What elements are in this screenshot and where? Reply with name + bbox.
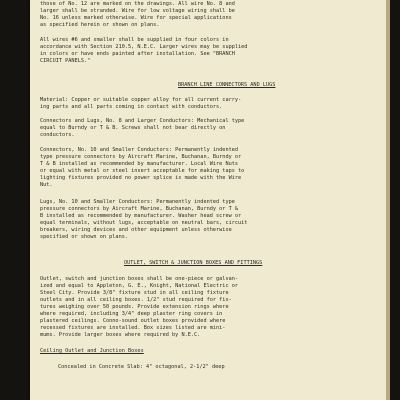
text-line: Steel City. Provide 3/8" fixture stud in all ceiling fixture: [40, 290, 229, 296]
subheading-ceiling-boxes: Ceiling Outlet and Junction Boxes: [40, 348, 144, 354]
text-line: pressure connectors by Aircraft Marine, Buchanan, Burndy or T &: [40, 206, 239, 212]
text-line: lighting fixtures provided no power splice is made with the Wire: [40, 175, 242, 181]
text-line: plastered ceilings. Conno-sound outlet boxes provided where: [40, 318, 226, 324]
text-line: All wires #6 and smaller shall be supplied in four colors in: [40, 37, 229, 43]
page-edge: [386, 0, 390, 400]
text-line: CIRCUIT PANELS.": [40, 58, 91, 64]
text-line: conductors.: [40, 132, 75, 138]
text-line: No. 16 unless marked otherwise. Wire for special applications: [40, 15, 232, 21]
text-line: B installed as recommended by manufacturer. Washer head screw or: [40, 213, 242, 219]
text-line: Nut.: [40, 182, 53, 188]
text-line: or equal with metal or steel insert acceptable for making taps to: [40, 168, 245, 174]
document-page: [30, 0, 386, 400]
text-line: equal terminals, without lugs, acceptable on neutral bars, circuit: [40, 220, 248, 226]
text-line: as specified herein or shown on plans.: [40, 22, 160, 28]
text-line: where required, including 3/4" deep plaster ring covers in: [40, 311, 223, 317]
text-line: breakers, wiring devices and other equipment unless otherwise: [40, 227, 232, 233]
text-line: in colors or have ends painted after installation. See "BRANCH: [40, 51, 235, 57]
text-line: Connectors, No. 10 and Smaller Conductors: Permanently indented: [40, 147, 239, 153]
section-heading-boxes: OUTLET, SWITCH & JUNCTION BOXES AND FITTINGS: [124, 260, 263, 266]
text-line: accordance with Section 210.5, N.E.C. Larger wires may be supplied: [40, 44, 248, 50]
text-line: Concealed in Concrete Slab: 4" octagonal, 2-1/2" deep: [58, 364, 225, 370]
text-line: ized and equal to Appleton, G. E., Knight, National Electric or: [40, 283, 239, 289]
text-line: Outlet, switch and junction boxes shall be one-piece or galvan-: [40, 276, 239, 282]
text-line: outlets and in all ceiling boxes. 1/2" stud required for fix-: [40, 297, 232, 303]
text-line: Connectors and Lugs, No. 8 and Larger Conductors: Mechanical type: [40, 118, 245, 124]
text-line: specified or shown on plans.: [40, 234, 129, 240]
text-line: mums. Provide larger boxes where required by N.E.C.: [40, 332, 201, 338]
text-line: T & B installed as recommended by manufacturer. Local Wire Nuts: [40, 161, 239, 167]
text-line: equal to Burndy or T & B. Screws shall not bear directly on: [40, 125, 226, 131]
text-line: tures weighing over 50 pounds. Provide extension rings where: [40, 304, 229, 310]
text-line: larger shall be stranded. Wire for low voltage wiring shall be: [40, 8, 235, 14]
text-line: type pressure connectors by Aircraft Marine, Buchanan, Burndy or: [40, 154, 242, 160]
text-line: Material: Copper or suitable copper alloy for all current carry-: [40, 97, 242, 103]
text-line: those of No. 12 are marked on the drawings. All wire No. 8 and: [40, 1, 235, 7]
text-line: ing parts and all parts coming in contact with conductors.: [40, 104, 223, 110]
section-heading-connectors: BRANCH LINE CONNECTORS AND LUGS: [178, 82, 276, 88]
text-line: Lugs, No. 10 and Smaller Conductors: Permanently indented type: [40, 199, 235, 205]
text-line: recessed fixtures are installed. Box sizes listed are mini-: [40, 325, 226, 331]
